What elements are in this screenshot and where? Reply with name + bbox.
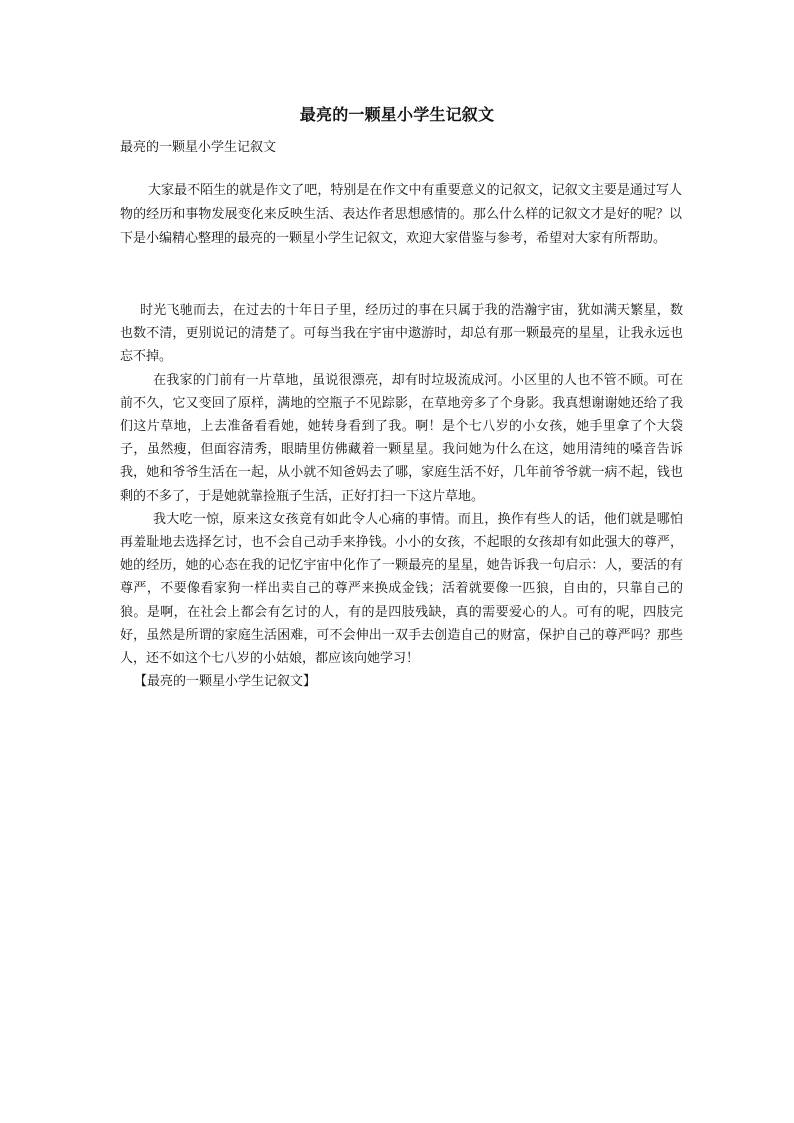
article-footer-tag: 【最亮的一颗星小学生记叙文】 [134, 674, 317, 690]
article-body [120, 299, 683, 693]
article-paragraph-1: 时光飞驰而去，在过去的十年日子里，经历过的事在只属于我的浩瀚宇宙，犹如满天繁星，数也数不清，更别说记的清楚了。可每当我在宇宙中遨游时，却总有那一颗最亮的星星，让我永远也忘不掉。 [120, 303, 683, 365]
intro-paragraph: 大家最不陌生的就是作文了吧，特别是在作文中有重要意义的记叙文，记叙文主要是通过写人物的经历和事物发展变化来反映生活、表达作者思想感情的。那么什么样的记叙文才是好的呢？以下是小编精心整理的最亮的一颗星小学生记叙文，欢迎大家借鉴与参考，希望对大家有所帮助。 [120, 183, 682, 246]
document-title: 最亮的一颗星小学生记叙文 [299, 105, 495, 124]
article-paragraph-3: 我大吃一惊，原来这女孩竟有如此令人心痛的事情。而且，换作有些人的话，他们就是哪怕再羞耻地去选择乞讨，也不会自己动手来挣钱。小小的女孩，不起眼的女孩却有如此强大的尊严，她的经历，她的心态在我的记忆宇宙中化作了一颗最亮的星星，她告诉我一句启示：人，要活的有尊严，不要像看家狗一样出卖自己的尊严来换成金钱；活着就要像一匹狼，自由的，只靠自己的狼。是啊，在社会上都会有乞讨的人，有的是四肢残缺，真的需要爱心的人。可有的呢，四肢完好，虽然是所谓的家庭生活困难，可不会伸出一双手去创造自己的财富，保护自己的尊严吗？那些人，还不如这个七八岁的小姑娘，都应该向她学习！ [120, 511, 683, 667]
article-paragraph-2: 在我家的门前有一片草地，虽说很漂亮，却有时垃圾流成河。小区里的人也不管不顾。可在前不久，它又变回了原样，满地的空瓶子不见踪影，在草地旁多了个身影。我真想谢谢她还给了我们这片草地，上去准备看看她，她转身看到了我。啊！是个七八岁的小女孩，她手里拿了个大袋子，虽然瘦，但面容清秀，眼睛里仿佛藏着一颗星星。我问她为什么在这，她用清纯的嗓音告诉我，她和爷爷生活在一起，从小就不知爸妈去了哪，家庭生活不好，几年前爷爷就一病不起，钱也剩的不多了，于是她就靠捡瓶子生活，正好打扫一下这片草地。 [120, 372, 683, 504]
document-subtitle: 最亮的一颗星小学生记叙文 [120, 140, 277, 155]
